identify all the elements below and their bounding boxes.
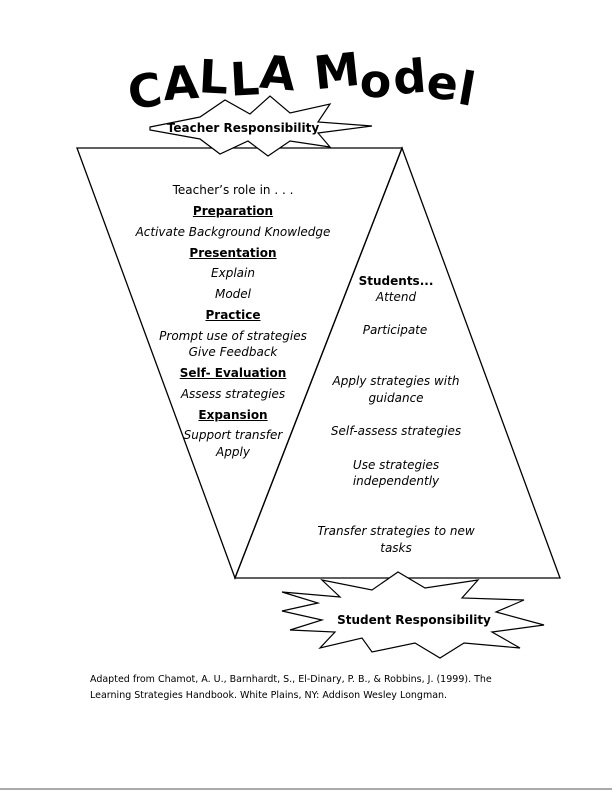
title-letter: d [390,48,430,106]
student-action: guidance [368,391,424,405]
student-action: Participate [362,323,428,337]
title-letter: l [454,60,481,118]
teacher-action: Give Feedback [188,345,278,359]
student-triangle [235,148,560,578]
title-letter: L [228,51,262,107]
title-letter: A [160,54,202,112]
student-responsibility-label: Student Responsibility [337,613,491,627]
student-action: tasks [380,541,412,555]
title-letter: A [257,44,299,102]
phase-practice: Practice [205,308,261,322]
student-action: Apply strategies with [332,374,460,388]
teacher-action: Apply [216,445,250,459]
citation-line: Learning Strategies Handbook. White Plains, NY: Addison Wesley Longman. [90,690,448,701]
teacher-action: Prompt use of strategies [159,329,307,343]
teacher-action: Activate Background Knowledge [135,225,331,239]
citation-line: Adapted from Chamot, A. U., Barnhardt, S., El-Dinary, P. B., & Robbins, J. (1999). The [90,674,492,685]
title-letter: L [197,49,232,105]
title-letter: C [124,61,167,121]
title-space [297,50,314,104]
title-letter: e [424,54,462,112]
students-heading: Students... [358,274,434,288]
page-title [124,41,481,121]
phase-self-evaluation: Self- Evaluation [179,366,287,380]
student-action: Self-assess strategies [330,424,462,438]
teacher-intro: Teacher’s role in . . . [172,183,294,197]
student-action: Use strategies [352,458,440,472]
teacher-action: Assess strategies [180,387,286,401]
student-action: Attend [375,290,417,304]
teacher-action: Model [214,287,252,301]
title-letter: M [310,41,364,101]
student-action: Transfer strategies to new [317,524,475,538]
phase-expansion: Expansion [198,408,268,422]
teacher-action: Explain [211,266,255,280]
phase-presentation: Presentation [189,246,277,260]
teacher-action: Support transfer [183,428,283,442]
title-letter: o [358,52,395,110]
teacher-responsibility-label: Teacher Responsibility [166,121,320,135]
phase-preparation: Preparation [192,204,274,218]
student-action: independently [352,474,440,488]
